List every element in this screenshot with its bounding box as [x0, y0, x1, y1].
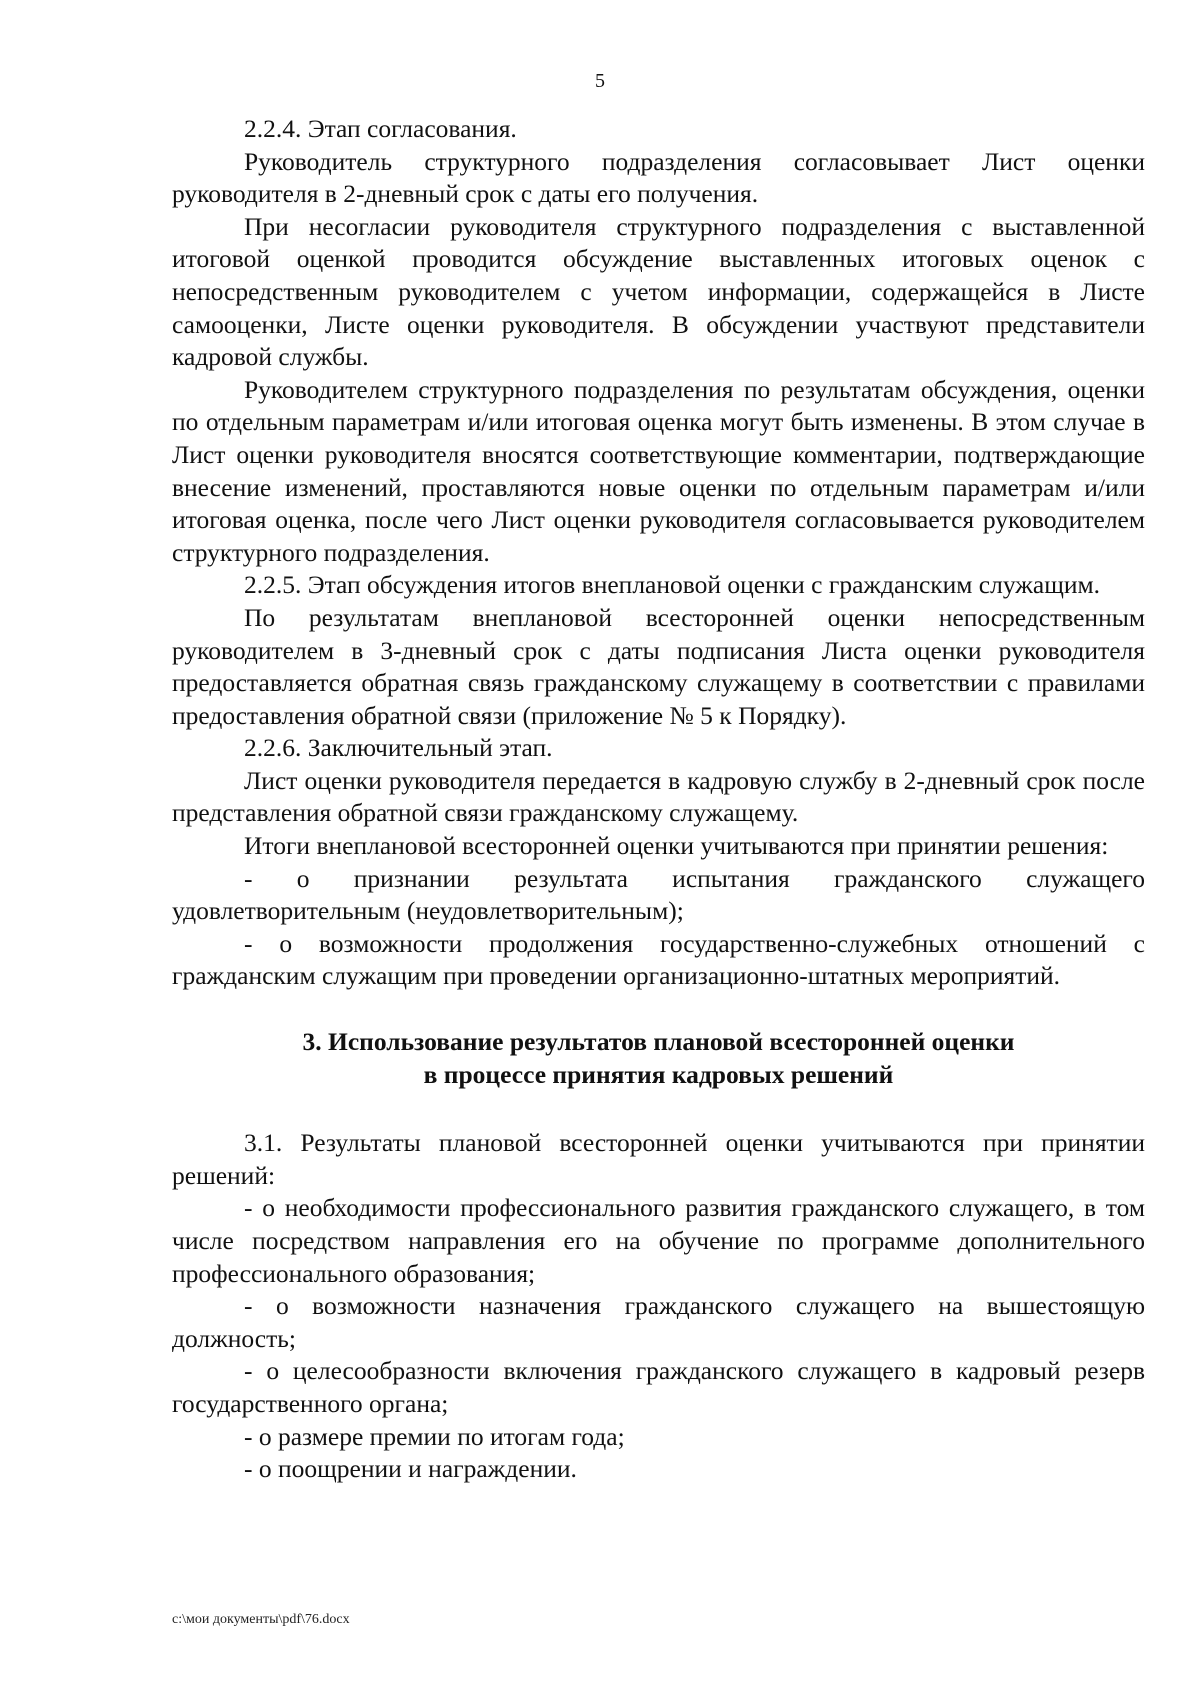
paragraph-2-2-5-title: 2.2.5. Этап обсуждения итогов внеплановой оценки с гражданским служащим. [244, 570, 1100, 600]
paragraph-changes: Руководителем структурного подразделения по результатам обсуждения, оценки по отдельным параметрам и/или итоговая оценка могут быть изменены. В этом случае в Лист оценки руководителя вносятся соответствующие комментарии, подтверждающие внесение изменений, проставляются новые оценки по отдельным параметрам и/или итоговая оценка, после чего Лист оценки руководителя согласовывается руководителем структурного подразделения. [172, 374, 1145, 567]
section-3-heading-line-2: в процессе принятия кадровых решений [423, 1059, 894, 1089]
list-item-promotion: - о возможности назначения гражданского служащего на вышестоящую должность; [172, 1291, 1145, 1353]
list-item-reserve: - о целесообразности включения гражданского служащего в кадровый резерв государственного органа; [172, 1356, 1145, 1418]
paragraph-2-2-6-title: 2.2.6. Заключительный этап. [244, 733, 553, 763]
paragraph-2-2-4-title: 2.2.4. Этап согласования. [244, 114, 517, 143]
paragraph-disagreement: При несогласии руководителя структурного подразделения с выставленной итоговой оценкой проводится обсуждение выставленных итоговых оценок с непосредственным руководителем с учетом информации, содержащейся в Листе самооценки, Листе оценки руководителя. В обсуждении участвуют представители кадровой службы. [172, 211, 1145, 372]
list-item-professional-development: - о необходимости профессионального развития гражданского служащего, в том числе посредством направления его на обучение по программе дополнительного профессионального образования; [172, 1193, 1145, 1288]
list-item-award: - о поощрении и награждении. [244, 1454, 577, 1484]
paragraph-transfer: Лист оценки руководителя передается в кадровую службу в 2-дневный срок после представления обратной связи гражданскому служащему. [172, 765, 1145, 828]
document-body [172, 113, 1145, 1486]
list-item-continuation: - о возможности продолжения государственно-служебных отношений с гражданским служащим при проведении организационно-штатных мероприятий. [172, 928, 1145, 991]
paragraph-results-intro: Итоги внеплановой всесторонней оценки учитываются при принятии решения: [244, 831, 1109, 861]
paragraph-feedback: По результатам внеплановой всесторонней оценки непосредственным руководителем в 3-дневный срок с даты подписания Листа оценки руководителя предоставляется обратная связь гражданскому служащему в соответствии с правилами предоставления обратной связи (приложение № 5 к Порядку). [172, 602, 1145, 730]
list-item-bonus: - о размере премии по итогам года; [244, 1421, 625, 1451]
section-3-heading [172, 1026, 1145, 1091]
list-item-probation: - о признании результата испытания гражданского служащего удовлетворительным (неудовлетворительным); [172, 863, 1145, 926]
footer-file-path: c:\мои документы\pdf\76.docx [172, 1612, 350, 1627]
page-number: 5 [595, 70, 605, 92]
paragraph-3-1-intro: 3.1. Результаты плановой всесторонней оценки учитываются при принятии решений: [172, 1128, 1145, 1190]
paragraph-approval-deadline: Руководитель структурного подразделения согласовывает Лист оценки руководителя в 2-дневный срок с даты его получения. [172, 146, 1145, 209]
section-3-heading-line-1: 3. Использование результатов плановой всесторонней оценки [302, 1027, 1015, 1057]
